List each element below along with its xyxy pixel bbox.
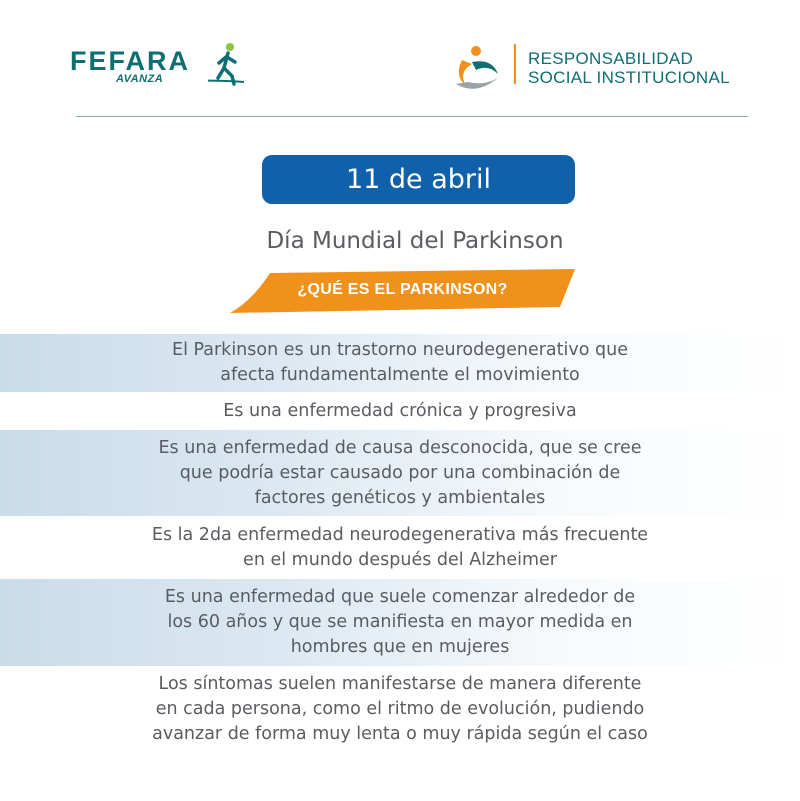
header-divider (76, 116, 748, 117)
fact-text: Es una enfermedad crónica y progresiva (223, 400, 577, 421)
ribbon-label: ¿QUÉ ES EL PARKINSON? (297, 281, 508, 298)
rsi-logo (448, 40, 768, 94)
fact-band (0, 516, 800, 579)
walking-person-icon (208, 42, 248, 90)
fact-text: Los síntomas suelen manifestarse de manera diferente en cada persona, como el ritmo de evolución, pudiendo avanzar de forma muy lenta o muy rápida según el caso (152, 673, 648, 744)
date-label: 11 de abril (345, 164, 492, 195)
fact-band (0, 579, 800, 666)
fefara-logo (70, 42, 250, 92)
fefara-brand-text: FEFARA (70, 46, 190, 76)
fact-text: Es una enfermedad que suele comenzar alrededor de los 60 años y que se manifiesta en mayor medida en hombres que en mujeres (164, 587, 636, 657)
rsi-divider (514, 44, 516, 84)
rsi-line2: SOCIAL INSTITUCIONAL (528, 68, 730, 87)
date-banner (262, 155, 575, 204)
page-subtitle: Día Mundial del Parkinson (266, 228, 564, 254)
fact-text: Es la 2da enfermedad neurodegenerativa más frecuente en el mundo después del Alzheimer (151, 524, 649, 570)
section-ribbon (230, 267, 575, 315)
fact-text: El Parkinson es un trastorno neurodegenerativo que afecta fundamentalmente el movimiento (172, 340, 628, 385)
fact-band (0, 334, 800, 392)
rsi-emblem-icon (448, 42, 504, 92)
fact-text: Es una enfermedad de causa desconocida, que se cree que podría estar causado por una combinación de factores genéticos y ambientales (158, 437, 642, 508)
fefara-tagline: AVANZA (116, 73, 164, 85)
fact-band (0, 392, 800, 430)
fact-band (0, 666, 800, 752)
rsi-line1: RESPONSABILIDAD (528, 49, 694, 68)
fact-band (0, 430, 800, 516)
